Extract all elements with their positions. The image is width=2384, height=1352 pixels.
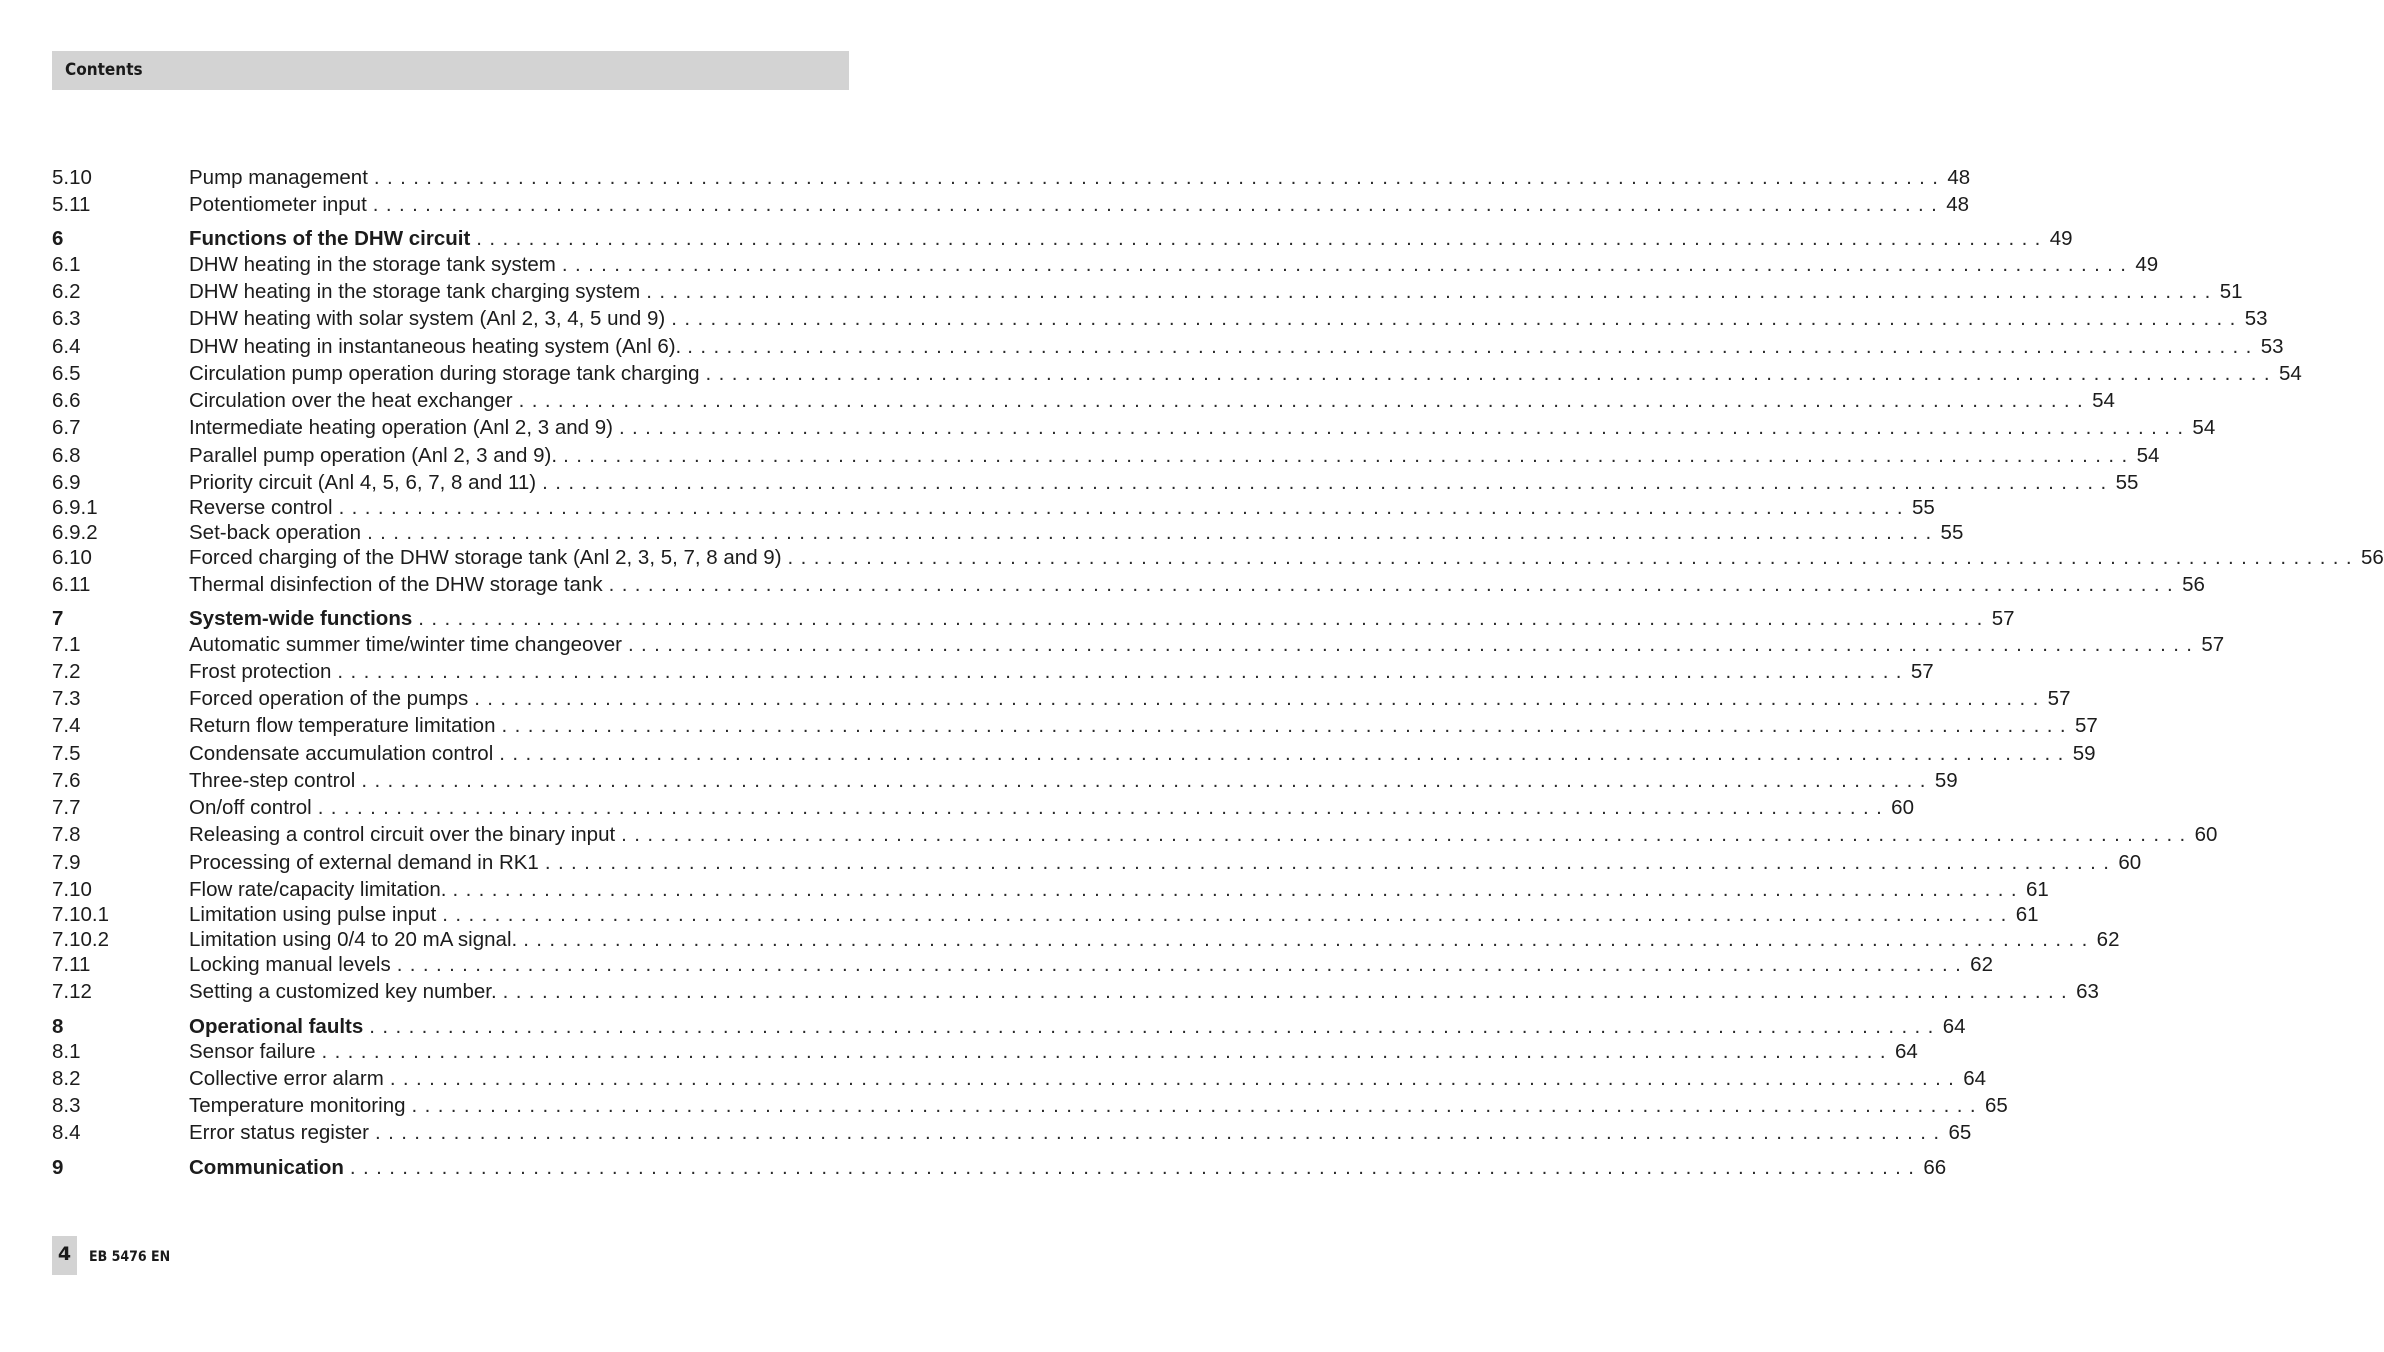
dot-leader: ........................................................................................................................ [705, 362, 2277, 385]
toc-entry-title: Reverse control [189, 496, 333, 519]
dot-leader: ........................................................................................................................ [396, 953, 1969, 976]
toc-entry-title: Releasing a control circuit over the binary input [189, 823, 616, 846]
dot-leader: ........................................................................................................................ [349, 1156, 1922, 1179]
toc-entry[interactable] [52, 849, 2142, 877]
dot-leader: ........................................................................................................................ [337, 660, 1909, 683]
toc-entry-line [189, 387, 2115, 415]
toc-entry-number: 8.1 [52, 1040, 81, 1063]
toc-entry-page: 64 [1963, 1067, 1987, 1090]
table-of-contents [52, 0, 2384, 1200]
toc-entry-line [189, 442, 2160, 470]
toc-entry[interactable] [52, 767, 1958, 795]
toc-entry-page: 54 [2279, 362, 2302, 385]
toc-entry-number: 5.11 [52, 193, 91, 216]
toc-entry-number: 7.10.2 [52, 928, 109, 951]
toc-entry-line [189, 926, 2120, 954]
toc-entry-title: Error status register [189, 1121, 369, 1144]
toc-entry-page: 64 [1942, 1015, 1966, 1038]
toc-entry[interactable] [52, 278, 2243, 306]
toc-entry-page: 48 [1946, 193, 1970, 216]
toc-entry-title: DHW heating in the storage tank charging system [189, 280, 641, 303]
toc-entry-page: 61 [2015, 903, 2039, 926]
footer-page-box [52, 1236, 77, 1275]
toc-entry-number: 7.7 [52, 796, 81, 819]
toc-entry-line [189, 605, 2015, 633]
toc-entry-page: 65 [1948, 1121, 1972, 1144]
toc-entry-title: Limitation using pulse input [189, 903, 437, 926]
toc-entry-title: DHW heating in instantaneous heating system (Anl 6). [189, 335, 682, 358]
toc-entry-number: 6.5 [52, 362, 81, 385]
toc-entry[interactable] [52, 305, 2268, 333]
toc-entry-line [189, 1013, 1966, 1041]
toc-entry-page: 57 [1910, 660, 1934, 683]
toc-entry-title: Circulation pump operation during storage tank charging [189, 362, 700, 385]
toc-entry-line [189, 1092, 2008, 1120]
toc-entry-page: 53 [2244, 307, 2268, 330]
toc-entry-line [189, 1065, 1987, 1093]
toc-entry[interactable] [52, 442, 2160, 470]
dot-leader: ........................................................................................................................ [501, 714, 2073, 737]
dot-leader: ........................................................................................................................ [418, 607, 1990, 630]
toc-entry[interactable] [52, 225, 2073, 253]
toc-entry-number: 8.4 [52, 1121, 81, 1144]
dot-leader: ........................................................................................................................ [523, 928, 2095, 951]
toc-entry-page: 51 [2219, 280, 2243, 303]
toc-entry-title: Intermediate heating operation (Anl 2, 3 and 9) [189, 416, 613, 439]
dot-leader: ........................................................................................................................ [544, 851, 2117, 874]
toc-entry-title: Operational faults [189, 1015, 364, 1038]
toc-entry-number: 6.1 [52, 253, 81, 276]
toc-entry-page: 48 [1947, 166, 1971, 189]
toc-entry[interactable] [52, 544, 2384, 572]
toc-entry-page: 57 [1991, 607, 2015, 630]
toc-entry-line [189, 494, 1935, 522]
toc-entry[interactable] [52, 794, 1914, 822]
toc-entry-number: 7.10.1 [52, 903, 109, 926]
toc-entry-title: DHW heating with solar system (Anl 2, 3, 4, 5 und 9) [189, 307, 666, 330]
dot-leader: ........................................................................................................................ [687, 335, 2259, 358]
toc-entry-number: 7.9 [52, 851, 81, 874]
toc-entry-title: Limitation using 0/4 to 20 mA signal. [189, 928, 518, 951]
toc-entry-title: Potentiometer input [189, 193, 367, 216]
dot-leader: ........................................................................................................................ [502, 980, 2075, 1003]
toc-entry-title: Processing of external demand in RK1 [189, 851, 539, 874]
toc-entry-number: 7.11 [52, 953, 91, 976]
toc-entry-line [189, 821, 2218, 849]
toc-entry-line [189, 712, 2098, 740]
toc-entry-number: 6.3 [52, 307, 81, 330]
toc-entry-number: 6.9.2 [52, 521, 98, 544]
toc-entry-title: Three-step control [189, 769, 356, 792]
toc-entry-line [189, 1154, 1947, 1182]
toc-entry[interactable] [52, 333, 2284, 361]
toc-entry-line [189, 278, 2243, 306]
toc-entry-line [189, 360, 2302, 388]
dot-leader: ........................................................................................................................ [373, 166, 1946, 189]
dot-leader: ........................................................................................................................ [621, 823, 2193, 846]
toc-entry-page: 60 [2194, 823, 2218, 846]
toc-entry-line [189, 519, 1964, 547]
toc-entry[interactable] [52, 605, 2015, 633]
dot-leader: ........................................................................................................................ [787, 546, 2359, 569]
toc-entry[interactable] [52, 1154, 1947, 1182]
dot-leader: ........................................................................................................................ [367, 521, 1939, 544]
toc-entry-page: 49 [2049, 227, 2073, 250]
toc-entry-line [189, 164, 1971, 192]
dot-leader: ........................................................................................................................ [452, 878, 2024, 901]
toc-entry[interactable] [52, 876, 2049, 904]
toc-entry[interactable] [52, 631, 2225, 659]
toc-entry-page: 54 [2192, 416, 2216, 439]
toc-entry[interactable] [52, 469, 2139, 497]
toc-entry-page: 49 [2135, 253, 2159, 276]
toc-entry-line [189, 333, 2284, 361]
toc-entry[interactable] [52, 191, 1970, 219]
toc-entry[interactable] [52, 360, 2302, 388]
toc-entry-page: 66 [1923, 1156, 1947, 1179]
dot-leader: ........................................................................................................................ [411, 1094, 1983, 1117]
toc-entry-title: Collective error alarm [189, 1067, 384, 1090]
toc-entry[interactable] [52, 712, 2098, 740]
toc-entry[interactable] [52, 414, 2216, 442]
toc-entry[interactable] [52, 1092, 2008, 1120]
toc-entry-page: 59 [1934, 769, 1958, 792]
toc-entry-title: Setting a customized key number. [189, 980, 497, 1003]
toc-entry-line [189, 658, 1934, 686]
toc-entry-page: 57 [2047, 687, 2071, 710]
dot-leader: ........................................................................................................................ [317, 796, 1890, 819]
toc-entry-page: 62 [2096, 928, 2120, 951]
toc-entry[interactable] [52, 951, 1993, 979]
dot-leader: ........................................................................................................................ [361, 769, 1933, 792]
toc-entry-number: 7.10 [52, 878, 92, 901]
toc-entry-page: 61 [2025, 878, 2049, 901]
toc-entry-title: Thermal disinfection of the DHW storage tank [189, 573, 603, 596]
toc-entry[interactable] [52, 901, 2039, 929]
dot-leader: ........................................................................................................................ [618, 416, 2191, 439]
toc-entry-line [189, 794, 1914, 822]
toc-entry-page: 59 [2072, 742, 2096, 765]
toc-entry-line [189, 740, 2096, 768]
dot-leader: ........................................................................................................................ [372, 193, 1945, 216]
toc-entry-number: 7.3 [52, 687, 81, 710]
toc-entry-line [189, 978, 2099, 1006]
toc-entry-title: Frost protection [189, 660, 332, 683]
toc-entry-number: 6.11 [52, 573, 91, 596]
toc-entry[interactable] [52, 926, 2120, 954]
toc-entry-title: Flow rate/capacity limitation. [189, 878, 447, 901]
toc-entry-title: Communication [189, 1156, 344, 1179]
dot-leader: ........................................................................................................................ [561, 253, 2134, 276]
toc-entry-number: 7.6 [52, 769, 81, 792]
dot-leader: ........................................................................................................................ [646, 280, 2218, 303]
toc-entry[interactable] [52, 251, 2159, 279]
toc-entry-title: Locking manual levels [189, 953, 391, 976]
toc-entry-title: DHW heating in the storage tank system [189, 253, 556, 276]
toc-entry[interactable] [52, 1119, 1972, 1147]
dot-leader: ........................................................................................................................ [321, 1040, 1893, 1063]
toc-entry[interactable] [52, 978, 2099, 1006]
toc-entry[interactable] [52, 1013, 1966, 1041]
toc-entry-title: On/off control [189, 796, 312, 819]
toc-entry[interactable] [52, 1038, 1918, 1066]
toc-entry-page: 65 [1984, 1094, 2008, 1117]
dot-leader: ........................................................................................................................ [499, 742, 2071, 765]
toc-entry-number: 6.4 [52, 335, 81, 358]
toc-entry-title: Automatic summer time/winter time changeover [189, 633, 622, 656]
toc-entry-line [189, 767, 1958, 795]
toc-entry-number: 7.8 [52, 823, 81, 846]
toc-entry-title: System-wide functions [189, 607, 413, 630]
toc-entry-title: Condensate accumulation control [189, 742, 494, 765]
toc-entry-page: 60 [1891, 796, 1914, 819]
toc-entry-number: 7.1 [52, 633, 81, 656]
toc-entry-line [189, 1038, 1918, 1066]
toc-entry-number: 7.5 [52, 742, 81, 765]
toc-entry[interactable] [52, 658, 1934, 686]
dot-leader: ........................................................................................................................ [338, 496, 1911, 519]
toc-entry-line [189, 414, 2216, 442]
toc-entry-line [189, 544, 2384, 572]
toc-entry-number: 7 [52, 607, 64, 630]
toc-entry-number: 7.2 [52, 660, 81, 683]
toc-entry-line [189, 1119, 1972, 1147]
dot-leader: ........................................................................................................................ [627, 633, 2200, 656]
toc-entry-page: 54 [2092, 389, 2115, 412]
toc-entry[interactable] [52, 494, 1935, 522]
toc-entry-page: 55 [1912, 496, 1935, 519]
dot-leader: ........................................................................................................................ [608, 573, 2181, 596]
toc-entry-number: 6.10 [52, 546, 92, 569]
dot-leader: ........................................................................................................................ [671, 307, 2243, 330]
toc-entry-line [189, 251, 2159, 279]
toc-entry-number: 5.10 [52, 166, 92, 189]
toc-entry-title: Set-back operation [189, 521, 362, 544]
toc-entry-title: Return flow temperature limitation [189, 714, 496, 737]
toc-entry-number: 7.12 [52, 980, 92, 1003]
dot-leader: ........................................................................................................................ [542, 471, 2114, 494]
toc-entry-page: 56 [2182, 573, 2205, 596]
toc-entry-line [189, 225, 2073, 253]
toc-entry-line [189, 901, 2039, 929]
toc-entry-title: Temperature monitoring [189, 1094, 406, 1117]
toc-entry-number: 6.7 [52, 416, 81, 439]
toc-entry-number: 6.2 [52, 280, 81, 303]
toc-entry-number: 6.6 [52, 389, 81, 412]
toc-entry-page: 62 [1970, 953, 1993, 976]
toc-entry-number: 8.3 [52, 1094, 81, 1117]
page-title: Contents [65, 60, 143, 80]
dot-leader: ........................................................................................................................ [476, 227, 2048, 250]
toc-entry-number: 9 [52, 1156, 64, 1179]
toc-entry[interactable] [52, 519, 1964, 547]
toc-entry-title: Circulation over the heat exchanger [189, 389, 513, 412]
dot-leader: ........................................................................................................................ [369, 1015, 1941, 1038]
toc-entry-page: 53 [2260, 335, 2284, 358]
toc-entry[interactable] [52, 571, 2205, 599]
dot-leader: ........................................................................................................................ [518, 389, 2091, 412]
dot-leader: ........................................................................................................................ [389, 1067, 1962, 1090]
dot-leader: ........................................................................................................................ [474, 687, 2046, 710]
toc-entry-line [189, 469, 2139, 497]
toc-entry-page: 56 [2361, 546, 2384, 569]
toc-entry-line [189, 191, 1970, 219]
toc-entry[interactable] [52, 164, 1971, 192]
toc-entry-page: 60 [2118, 851, 2142, 874]
toc-entry-title: Priority circuit (Anl 4, 5, 6, 7, 8 and 11) [189, 471, 537, 494]
page-number: 4 [57, 1243, 72, 1265]
toc-entry-page: 55 [2115, 471, 2139, 494]
toc-entry-number: 8.2 [52, 1067, 81, 1090]
toc-entry-title: Forced charging of the DHW storage tank (Anl 2, 3, 5, 7, 8 and 9) [189, 546, 782, 569]
toc-entry-line [189, 876, 2049, 904]
toc-entry-line [189, 685, 2071, 713]
toc-entry-title: Pump management [189, 166, 368, 189]
toc-entry-line [189, 631, 2225, 659]
toc-entry-page: 63 [2076, 980, 2099, 1003]
dot-leader: ........................................................................................................................ [375, 1121, 1947, 1144]
toc-entry-line [189, 849, 2142, 877]
dot-leader: ........................................................................................................................ [563, 444, 2135, 467]
dot-leader: ........................................................................................................................ [442, 903, 2014, 926]
toc-entry-page: 57 [2201, 633, 2225, 656]
toc-entry[interactable] [52, 821, 2218, 849]
toc-entry[interactable] [52, 740, 2096, 768]
toc-entry-number: 6.9.1 [52, 496, 98, 519]
toc-entry-page: 64 [1894, 1040, 1918, 1063]
toc-entry-page: 55 [1940, 521, 1964, 544]
toc-entry-number: 8 [52, 1015, 64, 1038]
toc-entry-number: 6.9 [52, 471, 81, 494]
toc-entry[interactable] [52, 387, 2115, 415]
toc-entry-number: 6 [52, 227, 64, 250]
toc-entry-line [189, 305, 2268, 333]
toc-entry-page: 54 [2136, 444, 2160, 467]
toc-entry-title: Sensor failure [189, 1040, 316, 1063]
toc-entry-page: 57 [2074, 714, 2098, 737]
document-id: EB 5476 EN [89, 1249, 171, 1265]
toc-entry-line [189, 571, 2205, 599]
toc-entry-title: Parallel pump operation (Anl 2, 3 and 9). [189, 444, 558, 467]
toc-entry-number: 7.4 [52, 714, 81, 737]
toc-entry-line [189, 951, 1993, 979]
toc-entry-title: Functions of the DHW circuit [189, 227, 471, 250]
toc-entry[interactable] [52, 685, 2071, 713]
toc-entry-number: 6.8 [52, 444, 81, 467]
toc-entry[interactable] [52, 1065, 1987, 1093]
toc-entry-title: Forced operation of the pumps [189, 687, 469, 710]
